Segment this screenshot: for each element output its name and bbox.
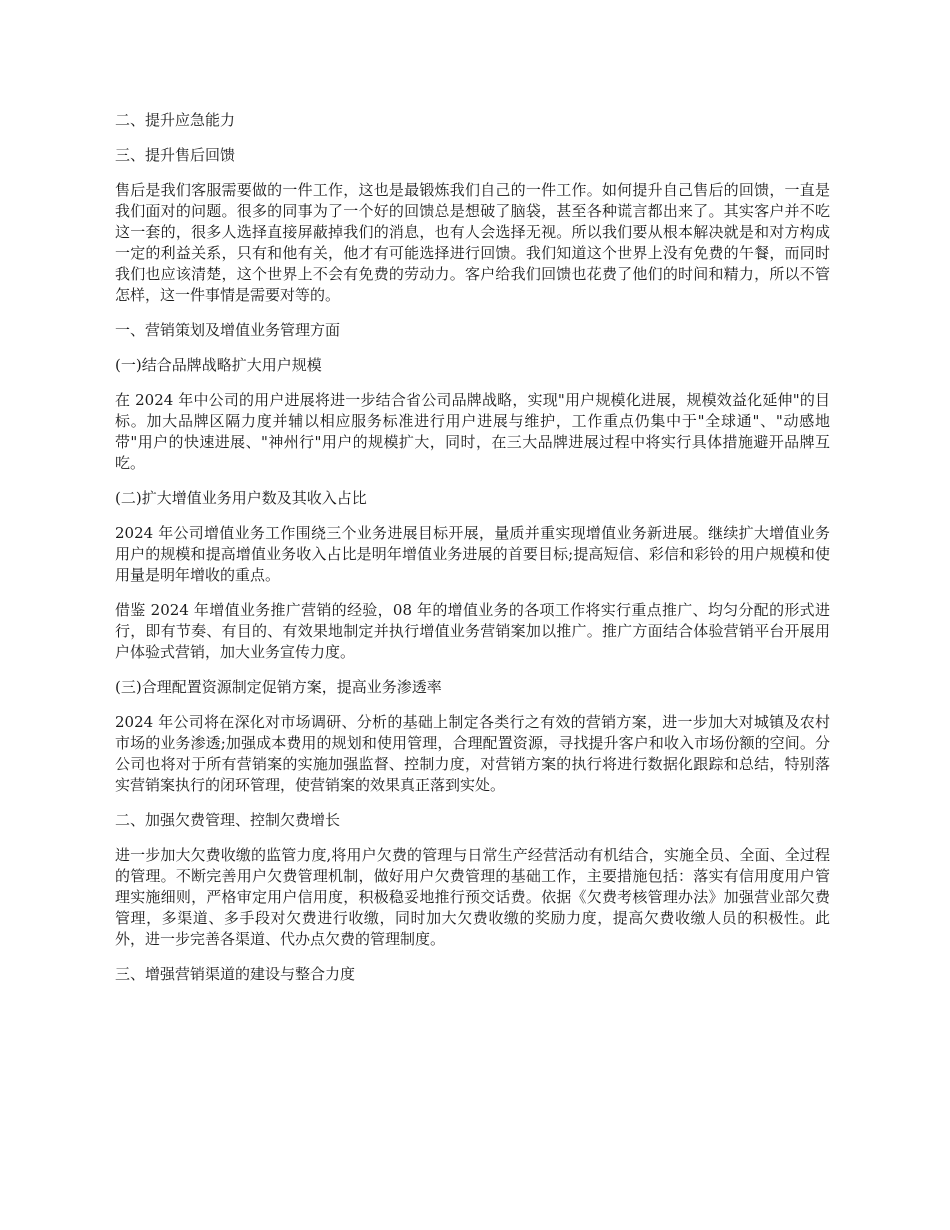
- body-paragraph: 售后是我们客服需要做的一件工作，这也是最锻炼我们自己的一件工作。如何提升自己售后的回馈，一直是我们面对的问题。很多的同事为了一个好的回馈总是想破了脑袋，甚至各种谎言都出来了。其实客户并不吃这一套的，很多人选择直接屏蔽掉我们的消息，也有人会选择无视。所以我们要从根本解决就是和对方构成一定的利益关系，只有和他有关，他才有可能选择进行回馈。我们知道这个世界上没有免费的午餐，而同时我们也应该清楚，这个世界上不会有免费的劳动力。客户给我们回馈也花费了他们的时间和精力，所以不管怎样，这一件事情是需要对等的。: [115, 181, 830, 304]
- subsection-heading: (一)结合品牌战略扩大用户规模: [115, 356, 322, 374]
- body-paragraph: 进一步加大欠费收缴的监管力度,将用户欠费的管理与日常生产经营活动有机结合，实施全员、全面、全过程的管理。不断完善用户欠费管理机制，做好用户欠费管理的基础工作，主要措施包括：落实有信用度用户管理实施细则，严格审定用户信用度，积极稳妥地推行预交话费。依据《欠费考核管理办法》加强营业部欠费管理，多渠道、多手段对欠费进行收缴，同时加大欠费收缴的奖励力度，提高欠费收缴人员的积极性。此外，进一步完善各渠道、代办点欠费的管理制度。: [115, 846, 830, 948]
- body-paragraph: 2024 年公司将在深化对市场调研、分析的基础上制定各类行之有效的营销方案，进一步加大对城镇及农村市场的业务渗透;加强成本费用的规划和使用管理，合理配置资源，寻找提升客户和收入市场份额的空间。分公司也将对于所有营销案的实施加强监督、控制力度，对营销方案的执行将进行数据化跟踪和总结，特别落实营销案执行的闭环管理，使营销案的效果真正落到实处。: [115, 713, 830, 794]
- section-heading: 二、加强欠费管理、控制欠费增长: [115, 811, 341, 829]
- subsection-heading: (二)扩大增值业务用户数及其收入占比: [115, 489, 367, 507]
- section-heading: 一、营销策划及增值业务管理方面: [115, 321, 341, 339]
- body-paragraph: 在 2024 年中公司的用户进展将进一步结合省公司品牌战略，实现"用户规模化进展，规模效益化延伸"的目标。加大品牌区隔力度并辅以相应服务标准进行用户进展与维护，工作重点仍集中于"全球通"、"动感地带"用户的快速进展、"神州行"用户的规模扩大，同时，在三大品牌进展过程中将实行具体措施避开品牌互吃。: [115, 391, 830, 472]
- section-heading: 三、增强营销渠道的建设与整合力度: [115, 965, 356, 983]
- section-heading: 三、提升售后回馈: [115, 146, 236, 164]
- body-paragraph: 2024 年公司增值业务工作围绕三个业务进展目标开展，量质并重实现增值业务新进展。继续扩大增值业务用户的规模和提高增值业务收入占比是明年增值业务进展的首要目标;提高短信、彩信和彩铃的用户规模和使用量是明年增收的重点。: [115, 524, 830, 584]
- subsection-heading: (三)合理配置资源制定促销方案，提高业务渗透率: [115, 678, 442, 696]
- section-heading: 二、提升应急能力: [115, 111, 236, 129]
- body-paragraph: 借鉴 2024 年增值业务推广营销的经验，08 年的增值业务的各项工作将实行重点推广、均匀分配的形式进行，即有节奏、有目的、有效果地制定并执行增值业务营销案加以推广。推广方面结合体验营销平台开展用户体验式营销，加大业务宣传力度。: [115, 601, 830, 661]
- document-page: [115, 110, 830, 999]
